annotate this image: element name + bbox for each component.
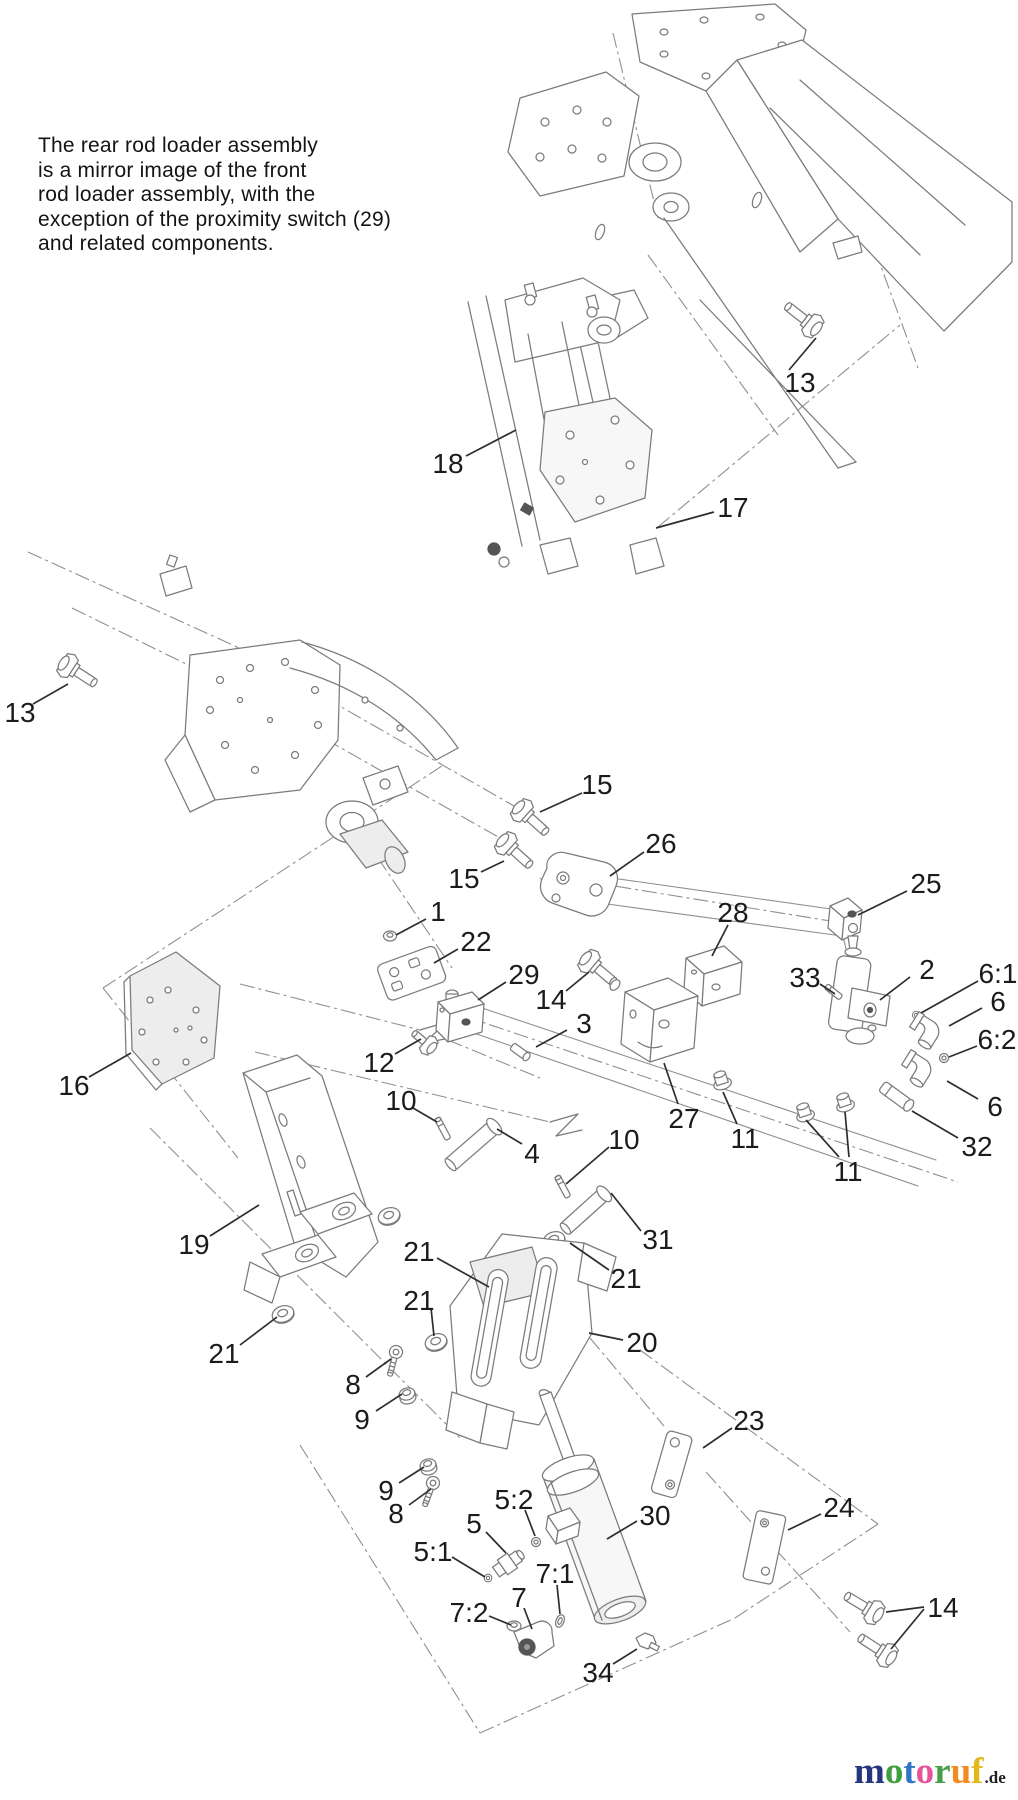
callout-30: 30 [639, 1500, 671, 1531]
callout-9: 9 [378, 1475, 394, 1506]
leader-line-14 [566, 972, 589, 991]
part-plate-24 [742, 1510, 786, 1585]
callout-3: 3 [576, 1008, 592, 1039]
callout-12: 12 [363, 1047, 395, 1078]
part-seal-7-1 [554, 1613, 566, 1628]
callout-29: 29 [508, 959, 540, 990]
leader-line-2 [880, 977, 910, 1000]
part-bolt-14-lower-b [852, 1626, 902, 1671]
part-elbow-6-a [904, 1012, 943, 1051]
leader-line-16 [89, 1053, 131, 1077]
leader-line-34 [613, 1649, 637, 1664]
part-nut-1 [384, 931, 397, 941]
motoruf-logo[interactable] [854, 1750, 1006, 1793]
callout-5:2: 5:2 [494, 1484, 534, 1515]
leader-line-6:2 [949, 1046, 977, 1057]
callout-8: 8 [345, 1369, 361, 1400]
callout-6:2: 6:2 [977, 1024, 1017, 1055]
callout-18: 18 [432, 448, 464, 479]
part-lower-frame-left [160, 555, 458, 877]
callout-10: 10 [385, 1085, 417, 1116]
leader-line-29 [478, 982, 506, 1000]
part-screw-8-b [418, 1475, 441, 1509]
callout-10: 10 [608, 1124, 640, 1155]
part-nut-9-b [419, 1457, 439, 1477]
part-bushing-21-c [423, 1331, 449, 1354]
callout-24: 24 [823, 1492, 855, 1523]
part-seal-5-2 [532, 1538, 541, 1547]
logo-letter: o [884, 1751, 904, 1792]
callout-21: 21 [403, 1285, 435, 1316]
callout-5: 5 [466, 1508, 482, 1539]
note-line: The rear rod loader assembly [38, 134, 318, 157]
note-line: exception of the proximity switch (29) [38, 207, 392, 231]
callout-7:1: 7:1 [535, 1558, 575, 1589]
callout-6:1: 6:1 [978, 958, 1018, 989]
part-fitting-34 [636, 1633, 659, 1651]
callout-31: 31 [642, 1224, 674, 1255]
part-cylinder-30 [535, 1388, 649, 1629]
leader-line-10 [566, 1147, 609, 1184]
leader-line-17 [656, 512, 714, 528]
part-link-23 [650, 1430, 693, 1499]
assembly-note [38, 134, 391, 257]
note-line: and related components. [38, 232, 274, 256]
callout-13: 13 [784, 367, 816, 398]
callout-6: 6 [990, 986, 1006, 1017]
leader-line-7:2 [489, 1616, 511, 1625]
leader-line-12 [395, 1039, 421, 1054]
callout-17: 17 [717, 492, 749, 523]
part-fitting-5 [491, 1546, 528, 1579]
callout-22: 22 [460, 926, 492, 957]
callout-32: 32 [961, 1131, 993, 1162]
part-pin-4 [442, 1116, 505, 1174]
logo-word [854, 1751, 984, 1792]
leader-line-19 [210, 1205, 259, 1236]
callout-23: 23 [733, 1405, 765, 1436]
leader-line-5:1 [452, 1557, 485, 1577]
callout-2: 2 [919, 954, 935, 985]
part-pin-10-b [554, 1175, 571, 1199]
logo-letter: u [950, 1751, 972, 1792]
part-pin-3 [509, 1042, 531, 1062]
callout-13: 13 [4, 697, 36, 728]
leader-line-4 [497, 1129, 522, 1144]
callout-11: 11 [730, 1123, 760, 1154]
leader-line-11 [845, 1112, 849, 1157]
callout-15: 15 [581, 769, 613, 800]
callout-7: 7 [511, 1582, 527, 1613]
leader-line-13 [33, 684, 68, 704]
leader-line-18 [466, 430, 516, 456]
callout-20: 20 [626, 1327, 658, 1358]
callout-27: 27 [668, 1103, 700, 1134]
part-block-25 [828, 898, 862, 940]
part-elbow-6-b [896, 1050, 935, 1089]
callout-5:1: 5:1 [413, 1536, 453, 1567]
callout-21: 21 [610, 1263, 642, 1294]
leader-line-23 [703, 1428, 732, 1448]
part-pin-32 [878, 1081, 916, 1113]
part-bolt-14-lower-a [839, 1584, 889, 1628]
logo-letter: r [934, 1751, 951, 1792]
part-valve-2 [828, 924, 890, 1045]
part-nut-11-c [833, 1091, 856, 1114]
leader-line-32 [912, 1111, 958, 1138]
logo-letter: t [903, 1751, 916, 1792]
part-seal-5-1 [484, 1574, 492, 1582]
leader-line-21 [240, 1317, 277, 1345]
callout-9: 9 [354, 1404, 370, 1435]
leader-line-14 [886, 1607, 924, 1612]
leader-line-5 [486, 1532, 506, 1553]
callout-14: 14 [535, 984, 567, 1015]
part-upper-frame [508, 4, 1012, 468]
callout-16: 16 [58, 1070, 90, 1101]
callout-7:2: 7:2 [449, 1597, 489, 1628]
callout-6: 6 [987, 1091, 1003, 1122]
leader-line-31 [611, 1193, 641, 1231]
part-pin-10-a [434, 1117, 451, 1141]
callout-21: 21 [403, 1236, 435, 1267]
leader-line-7:1 [557, 1585, 560, 1614]
leader-line-14 [891, 1609, 924, 1649]
callout-25: 25 [910, 868, 942, 899]
part-bushing-21-d [270, 1303, 296, 1326]
leader-line-9 [376, 1394, 402, 1411]
leader-line-3 [536, 1030, 567, 1047]
part-bracket-19 [243, 1055, 378, 1303]
callout-1: 1 [430, 896, 446, 927]
callout-4: 4 [524, 1138, 540, 1169]
leader-line-10 [413, 1108, 437, 1122]
phantom-lines [28, 33, 958, 1733]
callout-14: 14 [927, 1592, 959, 1623]
leader-line-15 [540, 793, 582, 812]
part-nut-11-b [793, 1101, 816, 1124]
leader-line-15 [481, 861, 504, 872]
part-screw-8-a [383, 1344, 404, 1378]
callout-28: 28 [717, 897, 749, 928]
part-bolt-15-b [491, 828, 540, 876]
callout-15: 15 [448, 863, 480, 894]
callout-34: 34 [582, 1657, 614, 1688]
logo-letter: o [915, 1751, 935, 1792]
leader-line-20 [589, 1333, 623, 1340]
callout-8: 8 [388, 1498, 404, 1529]
leader-line-13 [789, 338, 816, 370]
part-plate-20 [446, 1234, 616, 1449]
part-plate-16 [124, 952, 220, 1090]
logo-letter: f [971, 1751, 984, 1792]
leader-line-24 [788, 1514, 821, 1530]
leader-line-6:1 [921, 981, 978, 1013]
leader-line-6 [947, 1081, 978, 1099]
part-bolt-13-upper [778, 295, 827, 342]
part-bushing-21-a [376, 1205, 402, 1228]
note-line: rod loader assembly, with the [38, 183, 316, 207]
logo-letter: m [854, 1751, 885, 1792]
leader-line-9 [399, 1467, 424, 1483]
leader-line-26 [610, 852, 644, 876]
leader-line-25 [858, 891, 907, 915]
part-bolt-14-upper [574, 946, 623, 993]
part-nut-11-a [710, 1069, 733, 1092]
part-plate-22 [376, 945, 447, 1002]
callout-21: 21 [208, 1338, 240, 1369]
callout-19: 19 [178, 1229, 210, 1260]
part-bracket-26 [540, 852, 617, 916]
leader-line-1 [396, 919, 426, 935]
part-clamp-27 [621, 978, 698, 1062]
part-nut-9-a [398, 1386, 418, 1406]
callout-26: 26 [645, 828, 677, 859]
callout-11: 11 [833, 1156, 863, 1187]
logo-suffix: .de [984, 1768, 1006, 1787]
note-line: is a mirror image of the front [38, 158, 307, 182]
part-rod-loader-18-17 [468, 278, 664, 574]
callout-33: 33 [789, 962, 821, 993]
part-seal-6-2 [940, 1054, 949, 1063]
